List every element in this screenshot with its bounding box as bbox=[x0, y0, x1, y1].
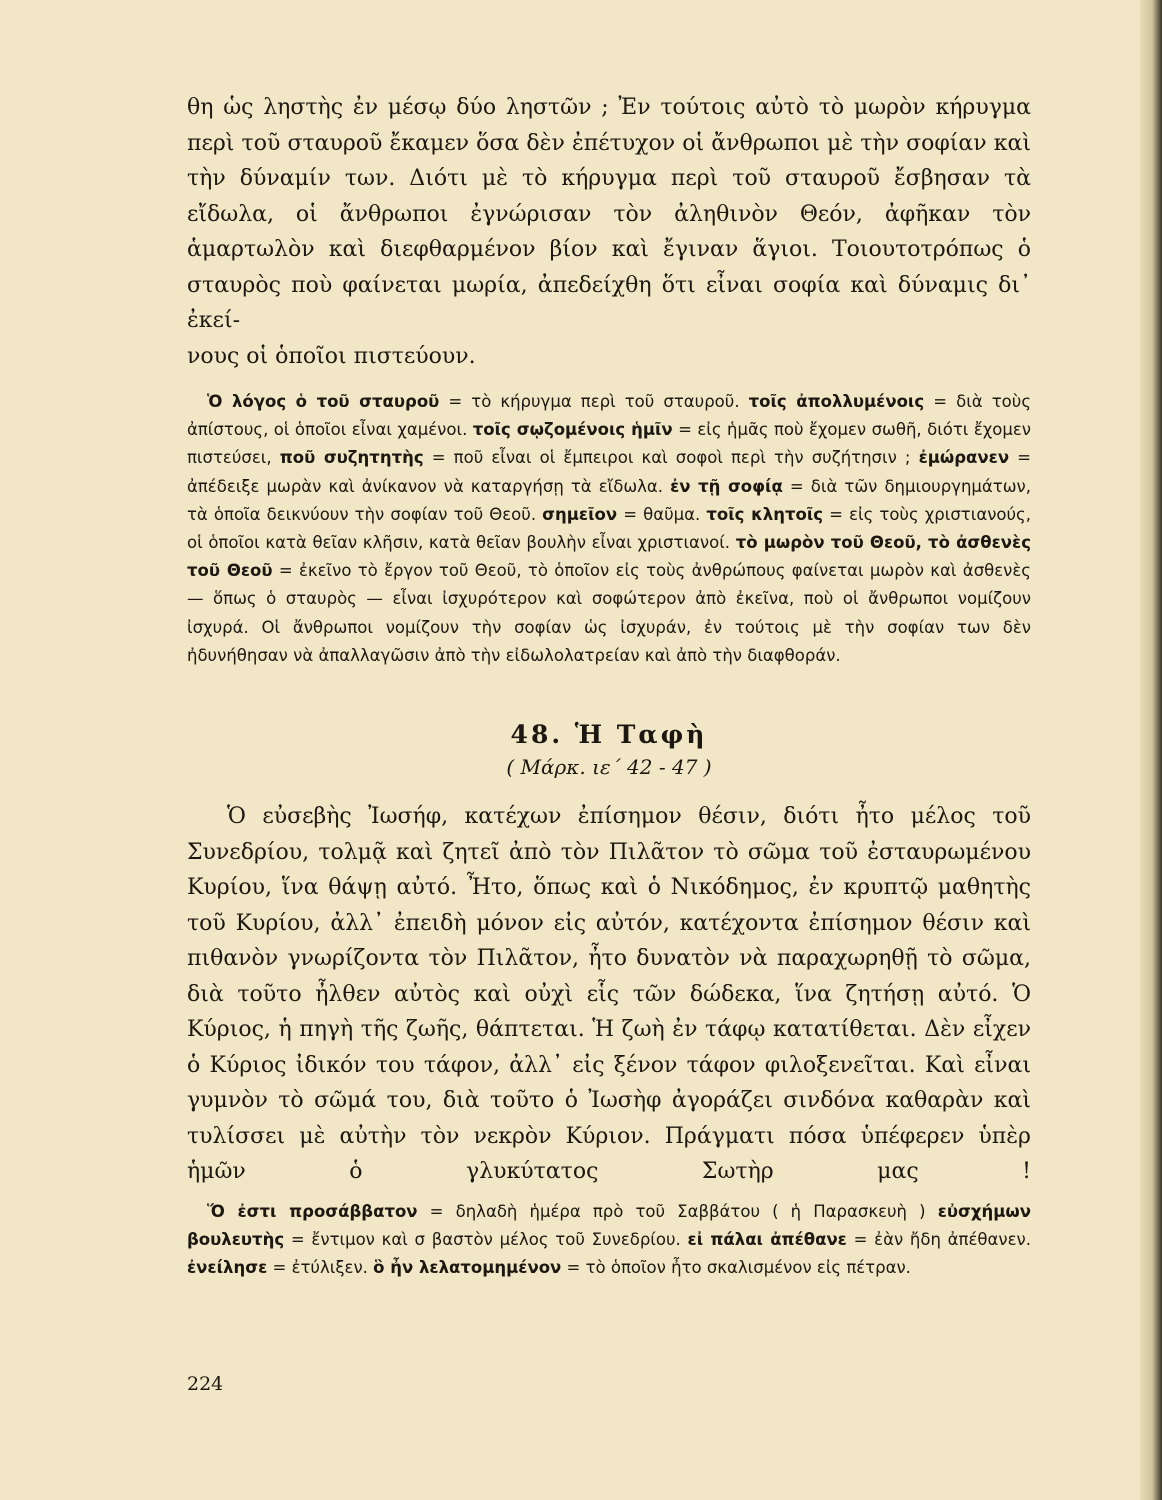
note-term: τοῖς ἀπολλυμένοις bbox=[748, 392, 925, 411]
glossary-notes-2 bbox=[187, 1198, 1031, 1283]
section-reference: ( Μάρκ. ιε΄ 42 - 47 ) bbox=[506, 755, 712, 780]
glossary-notes-1 bbox=[187, 388, 1031, 670]
note-term: ἐμώρανεν bbox=[918, 448, 1010, 468]
note-text: = ἐὰν ἤδη ἀπέθανεν. bbox=[846, 1229, 1031, 1249]
note-text: = ἀπέδειξε μωρὰν καὶ ἀνίκανον νὰ καταργήσῃ τὰ εἴδωλα. bbox=[187, 448, 1031, 496]
note-term: εὐσχήμων βουλευτὴς bbox=[187, 1201, 1031, 1249]
note-term: ποῦ συζητητὴς bbox=[279, 448, 424, 468]
note-text: = δηλαδὴ ἡμέρα πρὸ τοῦ Σαββάτου ( ἡ Παρασκευὴ ) bbox=[417, 1201, 938, 1221]
page-number: 224 bbox=[187, 1373, 224, 1395]
note-text: = ἔντιμον καὶ σ βαστὸν μέλος τοῦ Συνεδρίου. bbox=[284, 1229, 688, 1249]
page-content bbox=[187, 90, 1031, 1282]
note-term: Ὅ ἐστι προσάββατον bbox=[207, 1201, 418, 1221]
note-term: τοῖς κλητοῖς bbox=[706, 504, 824, 524]
note-text: = ποῦ εἶναι οἱ ἔμπειροι καὶ σοφοὶ περὶ τὴν συζήτησιν ; bbox=[423, 448, 919, 468]
note-term: ἐνείλησε bbox=[187, 1257, 268, 1277]
body-paragraph-1 bbox=[187, 90, 1031, 374]
note-text: = τὸ κήρυγμα περὶ τοῦ σταυροῦ. bbox=[439, 392, 749, 411]
note-text: = ἐτύλιξεν. bbox=[267, 1257, 374, 1277]
note-text: = διὰ τοὺς ἀπίστους, οἱ ὁποῖοι εἶναι χαμένοι. bbox=[187, 392, 1032, 440]
note-term: ἐν τῇ σοφίᾳ bbox=[670, 476, 783, 496]
body-paragraph-2: Ὁ εὐσεβὴς Ἰωσήφ, κατέχων ἐπίσημον θέσιν, διότι ἦτο μέλος τοῦ Συνεδρίου, τολμᾷ καὶ ζητεῖ ἀπὸ τὸν Πιλᾶτον τὸ σῶμα τοῦ ἐσταυρωμένου Κυρίου, ἵνα θάψῃ αὐτό. Ἦτο, ὅπως καὶ ὁ Νικόδημος, ἐν κρυπτῷ μαθητὴς τοῦ Κυρίου, ἀλλ᾽ ἐπειδὴ μόνον εἰς αὐτόν, κατέχοντα ἐπίσημον θέσιν καὶ πιθανὸν γνωρίζοντα τὸν Πιλᾶτον, ἦτο δυνατὸν νὰ παραχωρηθῇ τὸ σῶμα, διὰ τοῦτο ἦλθεν αὐτὸς καὶ οὐχὶ εἷς τῶν δώδεκα, ἵνα ζητήσῃ αὐτό. Ὁ Κύριος, ἡ πηγὴ τῆς ζωῆς, θάπτεται. Ἡ ζωὴ ἐν τάφῳ κατατίθεται. Δὲν εἶχεν ὁ Κύριος ἰδικόν του τάφον, ἀλλ᾽ εἰς ξένον τάφον φιλοξενεῖται. Καὶ εἶναι γυμνὸν τὸ σῶμά του, διὰ τοῦτο ὁ Ἰωσὴφ ἀγοράζει σινδόνα καθαρὰν καὶ τυλίσσει μὲ αὐτὴν τὸν νεκρὸν Κύριον. Πράγματι πόσα ὑπέφερεν ὑπὲρ ἡμῶν ὁ γλυκύτατος Σωτὴρ μας ! bbox=[187, 804, 1031, 1185]
note-text: = διὰ τῶν δημιουργημάτων, τὰ ὁποῖα δεικνύουν τὴν σοφίαν τοῦ Θεοῦ. bbox=[187, 476, 1031, 524]
note-text: = εἰς ἡμᾶς ποὺ ἔχομεν σωθῆ, διότι ἔχομεν πιστεύσει, bbox=[187, 420, 1032, 468]
note-text: = θαῦμα. bbox=[617, 504, 707, 524]
body-paragraph-1-text: θη ὡς ληστὴς ἐν μέσῳ δύο ληστῶν ; Ἐν τούτοις αὐτὸ τὸ μωρὸν κήρυγμα περὶ τοῦ σταυροῦ ἔκαμεν ὅσα δὲν ἐπέτυχον οἱ ἄνθρωποι μὲ τὴν σοφίαν καὶ τὴν δύναμίν των. Διότι μὲ τὸ κήρυγμα περὶ τοῦ σταυροῦ ἔσβησαν τὰ εἴδωλα, οἱ ἄνθρωποι ἐγνώρισαν τὸν ἀληθινὸν Θεόν, ἀφῆκαν τὸν ἁμαρτωλὸν καὶ διεφθαρμένον βίον καὶ ἔγιναν ἅγιοι. Τοιουτοτρόπως ὁ σταυρὸς ποὺ φαίνεται μωρία, ἀπεδείχθη ὅτι εἶναι σοφία καὶ δύναμις δι᾽ ἐκεί- bbox=[187, 95, 1031, 333]
note-text: = τὸ ὁποῖον ἦτο σκαλισμένον εἰς πέτραν. bbox=[561, 1257, 911, 1277]
note-term: τοῖς σῳζομένοις ἡμῖν bbox=[472, 420, 673, 440]
note-text: = ἐκεῖνο τὸ ἔργον τοῦ Θεοῦ, τὸ ὁποῖον εἰς τοὺς ἀνθρώπους φαίνεται μωρὸν καὶ ἀσθενὲς — ὅπως ὁ σταυρὸς — εἶναι ἰσχυρότερον καὶ σοφώτερον ἀπὸ ἐκεῖνα, ποὺ οἱ ἄνθρωποι νομίζουν ἰσχυρά. Οἱ ἄνθρωποι νομίζουν τὴν σοφίαν ὡς ἰσχυράν, ἐν τούτοις μὲ τὴν σοφίαν των δὲν ἠδυνήθησαν νὰ ἀπαλλαγῶσιν ἀπὸ τὴν εἰδωλολατρείαν καὶ ἀπὸ τὴν διαφθοράν. bbox=[187, 561, 1031, 665]
note-term: τὸ μωρὸν τοῦ Θεοῦ, τὸ ἀσθενὲς τοῦ Θεοῦ bbox=[187, 533, 1031, 581]
note-text: = εἰς τοὺς χριστιανούς, οἱ ὁποῖοι κατὰ θεῖαν κλῆσιν, κατὰ θεῖαν βουλὴν εἶναι χριστιανοί. bbox=[187, 504, 1031, 553]
note-term: σημεῖον bbox=[542, 504, 618, 524]
note-term: εἰ πάλαι ἀπέθανε bbox=[687, 1229, 847, 1249]
note-term: Ὁ λόγος ὁ τοῦ σταυροῦ bbox=[207, 392, 440, 411]
body-paragraph-1-last-line: νους οἱ ὁποῖοι πιστεύουν. bbox=[187, 343, 476, 369]
page-binding-edge bbox=[1140, 0, 1162, 1500]
note-term: ὃ ἦν λελατομημένον bbox=[373, 1257, 562, 1277]
section-heading: 48. Ἡ Ταφὴ bbox=[510, 720, 708, 750]
